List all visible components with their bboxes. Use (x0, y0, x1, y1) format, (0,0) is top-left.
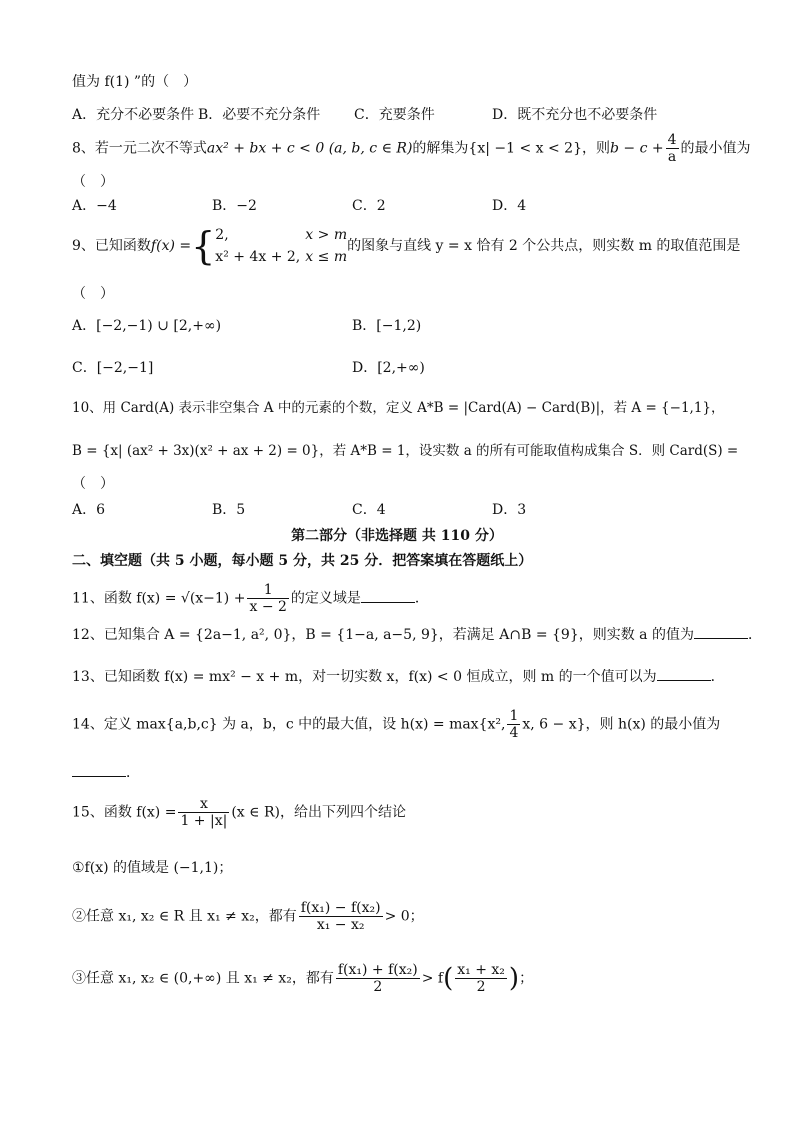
q14-answer-line: ． (72, 762, 140, 783)
q15-conclusion-3: ③任意 x₁, x₂ ∈ (0,+∞) 且 x₁ ≠ x₂，都有 $\frac{\text{f(x₁) + f(x₂)}}{2}$ > f( $\frac{\text{x₁ + x₂}}{2}$ )； (72, 962, 534, 995)
q9-piecewise: 2, x > m x² + 4x + 2, x ≤ m (215, 227, 348, 265)
q7-stem-continuation: 值为 f(1) ”的（ ） (72, 74, 198, 90)
q13-stem: 13、已知函数 f(x) = mx² − x + m，对一切实数 x，f(x) < 0 恒成立，则 m 的一个值可以为 ． (72, 666, 725, 687)
q13-answer-blank[interactable] (657, 666, 711, 681)
q9-brace: { (191, 224, 216, 268)
q10-option-b: B．5 (212, 502, 246, 518)
q14-fraction: $\frac{1}{4}$ (509, 708, 519, 741)
q14-stem: 14、定义 max{a,b,c} 为 a，b，c 中的最大值，设 h(x) = max{x², $\frac{1}{4}$ x, 6 − x}，则 h(x) 的最小值为 (72, 708, 721, 741)
q10-option-a: A．6 (72, 502, 106, 518)
q8-option-b: B．−2 (212, 198, 257, 214)
q15-c3-fraction2: $\frac{\text{x₁ + x₂}}{2}$ (457, 962, 505, 995)
q11-fraction: $\frac{1}{x - 2}$ (249, 582, 287, 615)
q9-option-b: B．[−1,2) (352, 318, 422, 334)
q10-answer-paren: （ ） (72, 476, 114, 492)
q9-option-c: C．[−2,−1] (72, 360, 154, 376)
q8-option-a: A．−4 (72, 198, 117, 214)
q10-stem-line2: B = {x| (ax² + 3x)(x² + ax + 2) = 0}，若 A*B = 1，设实数 a 的所有可能取值构成集合 S．则 Card(S) = (72, 443, 739, 459)
q10-option-d: D．3 (492, 502, 527, 518)
q9-answer-paren: （ ） (72, 286, 114, 302)
q15-c3-fraction: $\frac{\text{f(x₁) + f(x₂)}}{2}$ (337, 962, 418, 995)
q8-fraction: $\frac{4}{a}$ (667, 132, 677, 165)
q7-option-b: B．必要不充分条件 (198, 107, 321, 123)
q15-conclusion-1: ①f(x) 的值域是 (−1,1)； (72, 860, 233, 876)
section2-title: 二、填空题（共 5 小题，每小题 5 分，共 25 分．把答案填在答题纸上） (72, 553, 533, 569)
q8-option-d: D．4 (492, 198, 527, 214)
q15-stem: 15、函数 f(x) = $\frac{x}{1 + |x|}$ (x ∈ R)，给出下列四个结论 (72, 796, 406, 829)
q14-answer-blank[interactable] (72, 762, 126, 777)
q12-answer-blank[interactable] (694, 624, 748, 639)
q7-option-c: C．充要条件 (354, 107, 435, 123)
q7-option-a: A．充分不必要条件 (72, 107, 195, 123)
q15-conclusion-2: ②任意 x₁, x₂ ∈ R 且 x₁ ≠ x₂，都有 $\frac{\text{f(x₁) − f(x₂)}}{\text{x₁ − x₂}}$ > 0； (72, 900, 424, 933)
q8-option-c: C．2 (352, 198, 386, 214)
q9-option-d: D．[2,+∞) (352, 360, 425, 376)
q15-fraction: $\frac{x}{1 + |x|}$ (180, 796, 228, 829)
q12-stem: 12、已知集合 A = {2a−1, a², 0}，B = {1−a, a−5, 9}，若满足 A∩B = {9}，则实数 a 的值为 ． (72, 624, 762, 645)
q11-answer-blank[interactable] (361, 588, 415, 603)
q11-stem: 11、函数 f(x) = √(x−1) + $\frac{1}{x - 2}$ 的定义域是 ． (72, 582, 429, 615)
q9-option-a: A．[−2,−1) ∪ [2,+∞) (72, 318, 222, 334)
q10-stem-line1: 10、用 Card(A) 表示非空集合 A 中的元素的个数，定义 A*B = |Card(A) − Card(B)|，若 A = {−1,1}， (72, 400, 725, 416)
q10-option-c: C．4 (352, 502, 386, 518)
q8-stem: 8、若一元二次不等式ax² + bx + c < 0 (a, b, c ∈ R)的解集为{x| −1 < x < 2}，则b − c + $\frac{4}{a}$ 的最小值为 (72, 132, 751, 165)
q8-answer-paren: （ ） (72, 174, 114, 190)
part2-title: 第二部分（非选择题 共 110 分） (291, 528, 503, 544)
q7-option-d: D．既不充分也不必要条件 (492, 107, 658, 123)
q9-stem: 9、已知函数f(x) ={ 2, x > m x² + 4x + 2, x ≤ m 的图象与直线 y = x 恰有 2 个公共点，则实数 m 的取值范围是 (72, 224, 741, 268)
q15-c2-fraction: $\frac{\text{f(x₁) − f(x₂)}}{\text{x₁ − x₂}}$ (300, 900, 381, 933)
